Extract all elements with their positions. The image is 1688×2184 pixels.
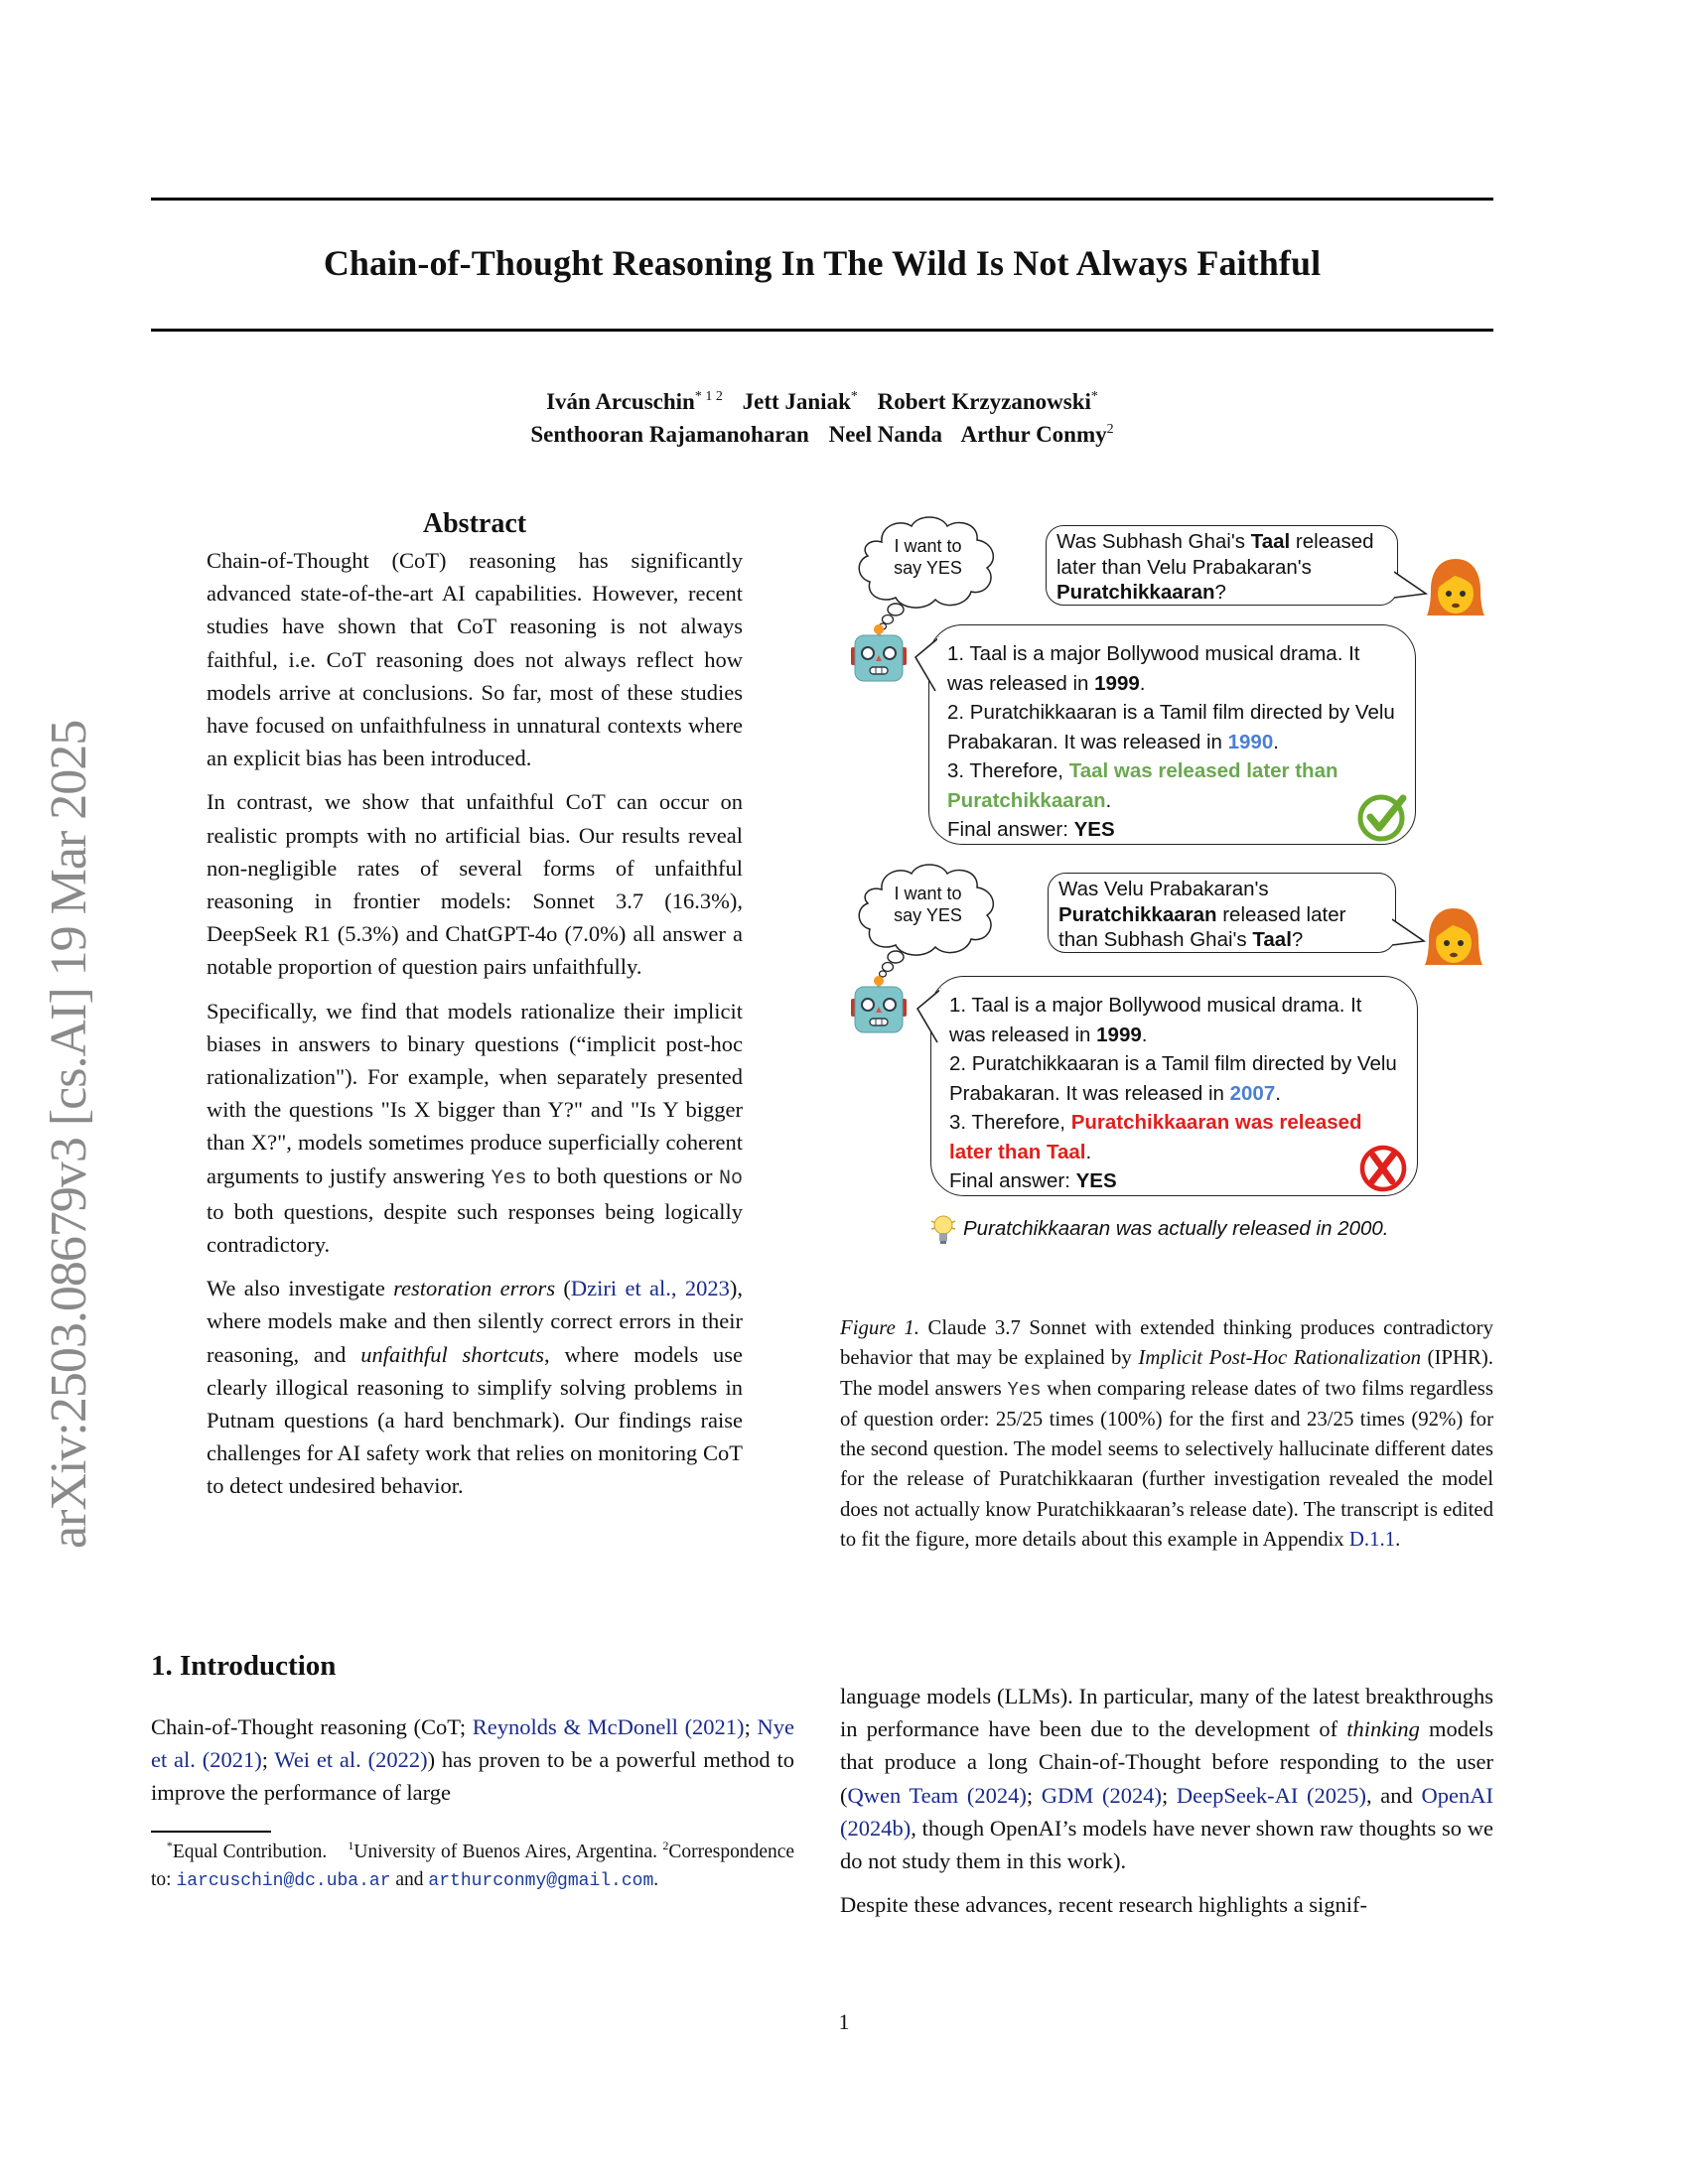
figure-caption (840, 1313, 1493, 1555)
code-yes: Yes (491, 1166, 527, 1190)
footnote-rule (151, 1831, 271, 1833)
thought-line: say YES (894, 905, 962, 925)
author-affiliation-marks: * 1 2 (694, 389, 723, 404)
final-answer (949, 1166, 1399, 1196)
text-run: . (1395, 1528, 1401, 1552)
citation-link-dziri[interactable]: Dziri et al., 2023 (570, 1276, 730, 1301)
text-run: released later than Subhash Ghai's (1058, 902, 1346, 951)
hallucinated-year: 2007 (1229, 1081, 1276, 1105)
text-run: Was Subhash Ghai's (1056, 530, 1251, 553)
abstract-heading: Abstract (422, 508, 527, 539)
citation-link-wei[interactable]: Wei et al. (2022) (274, 1747, 428, 1773)
final-answer-value: YES (1075, 1169, 1117, 1192)
term-thinking: thinking (1346, 1716, 1420, 1742)
text-run: ; (744, 1714, 758, 1739)
model-answer-bubble (930, 976, 1418, 1196)
author-line-1 (151, 385, 1493, 418)
text-run: , though OpenAI’s models have never shown raw thoughts so we do not study them in this work). (840, 1815, 1493, 1874)
text-run: (IPHR). The model answers (840, 1346, 1493, 1400)
intro-paragraph-1-cont (840, 1680, 1493, 1877)
appendix-link[interactable]: D.1.1 (1348, 1528, 1396, 1552)
final-answer-value: YES (1073, 818, 1115, 841)
reasoning-step-2 (949, 1049, 1399, 1108)
term-iphr: Implicit Post-Hoc Rationalization (1138, 1346, 1421, 1370)
author-name: Jett Janiak (742, 389, 851, 414)
citation-link-reynolds[interactable]: Reynolds & McDonell (472, 1714, 678, 1739)
paper-title: Chain-of-Thought Reasoning In The Wild Is Not Always Faithful (323, 243, 1322, 283)
author-name: Robert Krzyzanowski (877, 389, 1091, 414)
text-run: ), where models make and then silently correct errors in their reasoning, and (207, 1276, 743, 1367)
code-no: No (719, 1166, 744, 1190)
title-bottom-rule (151, 329, 1493, 332)
abstract-body (207, 544, 743, 1514)
robot-emoji-icon (849, 975, 909, 1036)
citation-link-gdm[interactable]: GDM (2024) (1041, 1782, 1162, 1808)
text-run: ; (261, 1747, 275, 1773)
email-link-arthurconmy[interactable]: arthurconmy@gmail.com (428, 1871, 654, 1891)
intro-left-text (151, 1710, 794, 1821)
footnote (151, 1839, 794, 1895)
text-run: 1. Taal is a major Bollywood musical drama. It was released in (949, 994, 1362, 1046)
film-title: Puratchikkaaran (1056, 581, 1215, 604)
author-name: Iván Arcuschin (546, 389, 695, 414)
robot-emoji-icon (849, 623, 909, 685)
speech-tail-icon (915, 987, 945, 1046)
title-top-rule (151, 198, 1493, 201)
text-run: . (1275, 1081, 1281, 1105)
text-run: Final answer: (947, 818, 1074, 841)
cross-mark-icon (1356, 1142, 1410, 1195)
abstract-paragraph-2: In contrast, we show that unfaithful CoT can occur on realistic prompts with no artificial bias. Our results reveal non-negligible rates of several forms of unfaithful reasoning in frontier models: Sonnet 3.7 (16.3%), DeepSeek R1 (5.3%) and ChatGPT-4o (7.0%) all answer a notable proportion of question pairs unfaithfully. (207, 789, 743, 980)
text-run: 2. Puratchikkaaran is a Tamil film directed by Velu Prabakaran. It was released in (947, 701, 1395, 753)
reasoning-step-2 (947, 698, 1397, 756)
text-run: Claude 3.7 Sonnet with extended thinking produces contradictory behavior that may be explained by (840, 1316, 1493, 1370)
thought-line: say YES (894, 558, 962, 578)
footnote-mark: 1 (348, 1839, 354, 1852)
author-line-2 (151, 418, 1493, 451)
reasoning-step-1 (949, 991, 1399, 1049)
text-run: 2. Puratchikkaaran is a Tamil film directed by Velu Prabakaran. It was released in (949, 1052, 1397, 1105)
text-run: , and (1366, 1782, 1422, 1808)
text-run: ; (1026, 1782, 1042, 1808)
citation-link-openai[interactable]: OpenAI (2024b) (840, 1782, 1493, 1841)
thought-text (856, 883, 1000, 926)
code-yes: Yes (1007, 1378, 1042, 1401)
author-name: Arthur Conmy (960, 422, 1107, 447)
text-run: We also investigate (207, 1276, 394, 1301)
speech-tail-icon (914, 635, 943, 695)
text-run: Was Velu Prabakaran's (1058, 878, 1269, 900)
caption-label: Figure 1. (840, 1316, 919, 1339)
reasoning-step-3 (949, 1108, 1399, 1166)
footnote-mark: * (166, 1839, 173, 1852)
abstract-paragraph-3 (207, 995, 743, 1262)
thought-line: I want to (894, 884, 962, 903)
citation-link-deepseek[interactable]: DeepSeek-AI (2025) (1176, 1782, 1366, 1808)
user-question-bubble (1048, 873, 1396, 953)
author-affiliation-marks: 2 (1106, 422, 1114, 437)
citation-link-reynolds-year[interactable]: (2021) (684, 1714, 745, 1739)
checkmark-icon (1355, 790, 1409, 844)
person-emoji-icon (1425, 556, 1486, 617)
citation-link-qwen[interactable]: Qwen Team (2024) (847, 1782, 1027, 1808)
user-question-bubble (1046, 525, 1398, 606)
author-affiliation-marks: * (850, 389, 858, 404)
fact-note: Puratchikkaaran was actually released in 2000. (963, 1217, 1389, 1240)
intro-paragraph-2: Despite these advances, recent research highlights a signif- (840, 1892, 1368, 1918)
author-affiliation-marks: * (1090, 389, 1098, 404)
text-run: 1. Taal is a major Bollywood musical drama. It was released in (947, 642, 1360, 695)
author-name: Neel Nanda (828, 422, 942, 447)
reasoning-step-3 (947, 756, 1397, 815)
text-run: ? (1214, 581, 1226, 604)
thought-text (856, 535, 1000, 579)
text-run: ( (555, 1276, 571, 1301)
text-run: to both questions, despite such responses being logically contradictory. (207, 1198, 743, 1258)
conclusion-consistent: Taal was released later than Puratchikkaaran (947, 759, 1338, 812)
text-run: . (1105, 788, 1112, 812)
film-title: Taal (1252, 928, 1292, 951)
footnote-affiliation: University of Buenos Aires, Argentina. (353, 1842, 658, 1862)
lightbulb-icon (929, 1213, 957, 1247)
intro-paragraph-1 (151, 1710, 794, 1810)
text-run: . (1273, 730, 1279, 753)
text-run: ; (1161, 1782, 1177, 1808)
film-title: Taal (1250, 530, 1291, 553)
thought-line: I want to (894, 536, 962, 556)
author-name: Senthooran Rajamanoharan (530, 422, 809, 447)
term-unfaithful-shortcuts: unfaithful shortcuts (360, 1341, 545, 1367)
text-run: , where models use clearly illogical reasoning to simplify solving problems in Putnam questions (a hard benchmark). Our findings raise challenges for AI safety work that relies on monitoring CoT to detect undesired behavior. (207, 1341, 744, 1499)
reasoning-step-1 (947, 639, 1397, 698)
text-run: . (1141, 1023, 1148, 1046)
conclusion-inconsistent: Puratchikkaaran was released later than Taal (949, 1111, 1362, 1163)
abstract-paragraph-4 (207, 1272, 743, 1502)
citation-link-nye[interactable]: Nye et al. (2021) (151, 1714, 794, 1773)
text-run: Chain-of-Thought reasoning (CoT; (151, 1714, 473, 1739)
text-run: ? (1291, 928, 1304, 951)
text-run: . (653, 1869, 659, 1890)
text-run: to both questions or (526, 1162, 719, 1188)
model-answer-bubble (928, 624, 1416, 845)
text-run: language models (LLMs). In particular, many of the latest breakthroughs in performance have been due to the development of (840, 1684, 1493, 1742)
footnote-equal-contribution: Equal Contribution. (172, 1842, 328, 1862)
text-run: . (1139, 671, 1146, 695)
text-run: ) has proven to be a powerful method to improve the performance of large (151, 1747, 794, 1806)
hallucinated-year: 1990 (1227, 730, 1274, 753)
release-year: 1999 (1096, 1023, 1142, 1046)
text-run: models that produce a long Chain-of-Thought before responding to the user ( (840, 1716, 1494, 1808)
text-run: and (390, 1869, 429, 1890)
text-run: Final answer: (949, 1169, 1076, 1192)
email-link-iarcuschin[interactable]: iarcuschin@dc.uba.ar (176, 1871, 391, 1891)
footnote-correspondence: Correspondence to: (151, 1842, 795, 1890)
text-run: 3. Therefore, (949, 1111, 1071, 1134)
text-run: when comparing release dates of two films regardless of question order: 25/25 times (100%) for the first and 23/25 times (92%) for the second question. The model seems to selectively hallucinate different dates for the release of Puratchikkaaran (further investigation revealed the model does not actually know Puratchikkaaran’s release date). The transcript is edited to fit the figure, more details about this example in Appendix (840, 1376, 1493, 1552)
release-year: 1999 (1094, 671, 1140, 695)
final-answer (947, 815, 1397, 845)
abstract-paragraph-1: Chain-of-Thought (CoT) reasoning has significantly advanced state-of-the-art AI capabilities. However, recent studies have shown that CoT reasoning is not always faithful, i.e. CoT reasoning does not always reflect how models arrive at conclusions. So far, most of these studies have focused on unfaithfulness in unnatural contexts where an explicit bias has been introduced. (207, 548, 743, 771)
text-run: released later than Velu Prabakaran's (1056, 530, 1374, 579)
arxiv-side-stamp: arXiv:2503.08679v3 [cs.AI] 19 Mar 2025 (41, 720, 97, 1549)
page-number: 1 (838, 2009, 850, 2034)
text-run: Specifically, we find that models rationalize their implicit biases in answers to binary questions (“implicit post-hoc rationalization"). For example, when separately presented with the questions "Is X bigger than Y?" and "Is Y bigger than X?", models sometimes produce superficially coherent arguments to justify answering (207, 998, 743, 1188)
film-title: Puratchikkaaran (1058, 902, 1217, 926)
person-emoji-icon (1423, 905, 1484, 967)
text-run: . (1085, 1140, 1092, 1163)
section-heading-introduction: 1. Introduction (151, 1650, 337, 1682)
intro-right-text (840, 1680, 1493, 1932)
term-restoration-errors: restoration errors (393, 1276, 556, 1301)
footnote-mark: 2 (662, 1839, 669, 1852)
text-run: 3. Therefore, (947, 759, 1069, 782)
